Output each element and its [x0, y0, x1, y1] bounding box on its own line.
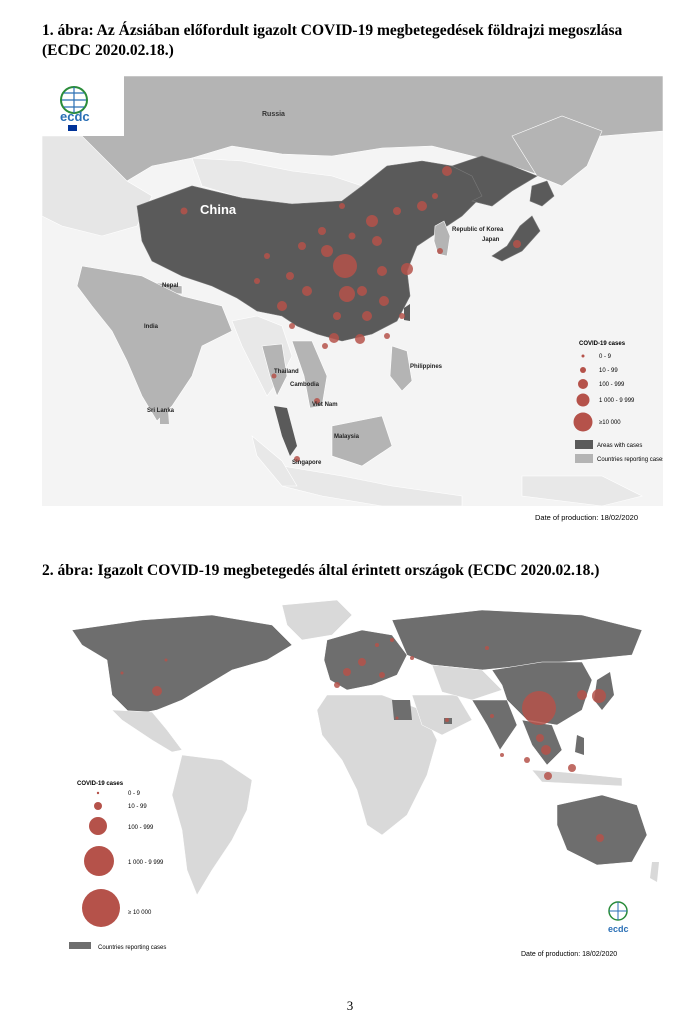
label-china: China — [200, 202, 237, 217]
figure2-legend-item-0: 0 - 9 — [128, 791, 141, 797]
figure1-legend-item-2: 100 - 999 — [599, 382, 625, 388]
label-srilanka: Sri Lanka — [147, 408, 175, 414]
label-japan: Japan — [482, 237, 500, 243]
figure2-legend-countries: Countries reporting cases — [98, 945, 167, 951]
label-cambodia: Cambodia — [290, 382, 320, 388]
figure1-legend-areas: Areas with cases — [597, 443, 643, 449]
label-malaysia: Malaysia — [334, 434, 360, 440]
figure1-date: Date of production: 18/02/2020 — [535, 513, 638, 522]
label-russia: Russia — [262, 111, 285, 118]
asia-map — [42, 76, 663, 529]
label-india: India — [144, 324, 159, 330]
figure2-legend-item-2: 100 - 999 — [128, 825, 154, 831]
figure2-date: Date of production: 18/02/2020 — [521, 951, 618, 958]
label-philippines: Philippines — [410, 364, 443, 370]
label-nepal: Nepal — [162, 283, 179, 289]
figure2-legend-item-4: ≥ 10 000 — [128, 910, 152, 916]
figure2-legend-title: COVID-19 cases — [77, 781, 124, 787]
ecdc-logo-2-text: ecdc — [608, 924, 629, 934]
ecdc-logo-text: ecdc — [60, 109, 90, 124]
figure2-legend-item-3: 1 000 - 9 999 — [128, 860, 164, 866]
world-map — [62, 600, 662, 970]
ecdc-logo — [42, 76, 124, 136]
figure1-legend-item-4: ≥10 000 — [599, 420, 621, 426]
figure1-legend-title: COVID-19 cases — [579, 341, 626, 347]
figure2-legend-item-1: 10 - 99 — [128, 804, 147, 810]
figure1-legend-countries: Countries reporting cases — [597, 457, 663, 463]
label-vietnam: Viet Nam — [312, 402, 338, 408]
figure1-caption: 1. ábra: Az Ázsiában előfordult igazolt COVID-19 megbetegedések földrajzi megoszlása (ECDC 2020.02.18.) — [42, 22, 623, 59]
label-singapore: Singapore — [292, 460, 322, 466]
page-number: 3 — [346, 998, 354, 1013]
label-korea: Republic of Korea — [452, 227, 504, 233]
figure1-legend-item-1: 10 - 99 — [599, 368, 618, 374]
figure1-legend-item-0: 0 - 9 — [599, 354, 612, 360]
figure2-caption: 2. ábra: Igazolt COVID-19 megbetegedés által érintett országok (ECDC 2020.02.18.) — [42, 562, 600, 579]
label-thailand: Thailand — [274, 369, 299, 375]
figure1-legend-item-3: 1 000 - 9 999 — [599, 398, 635, 404]
